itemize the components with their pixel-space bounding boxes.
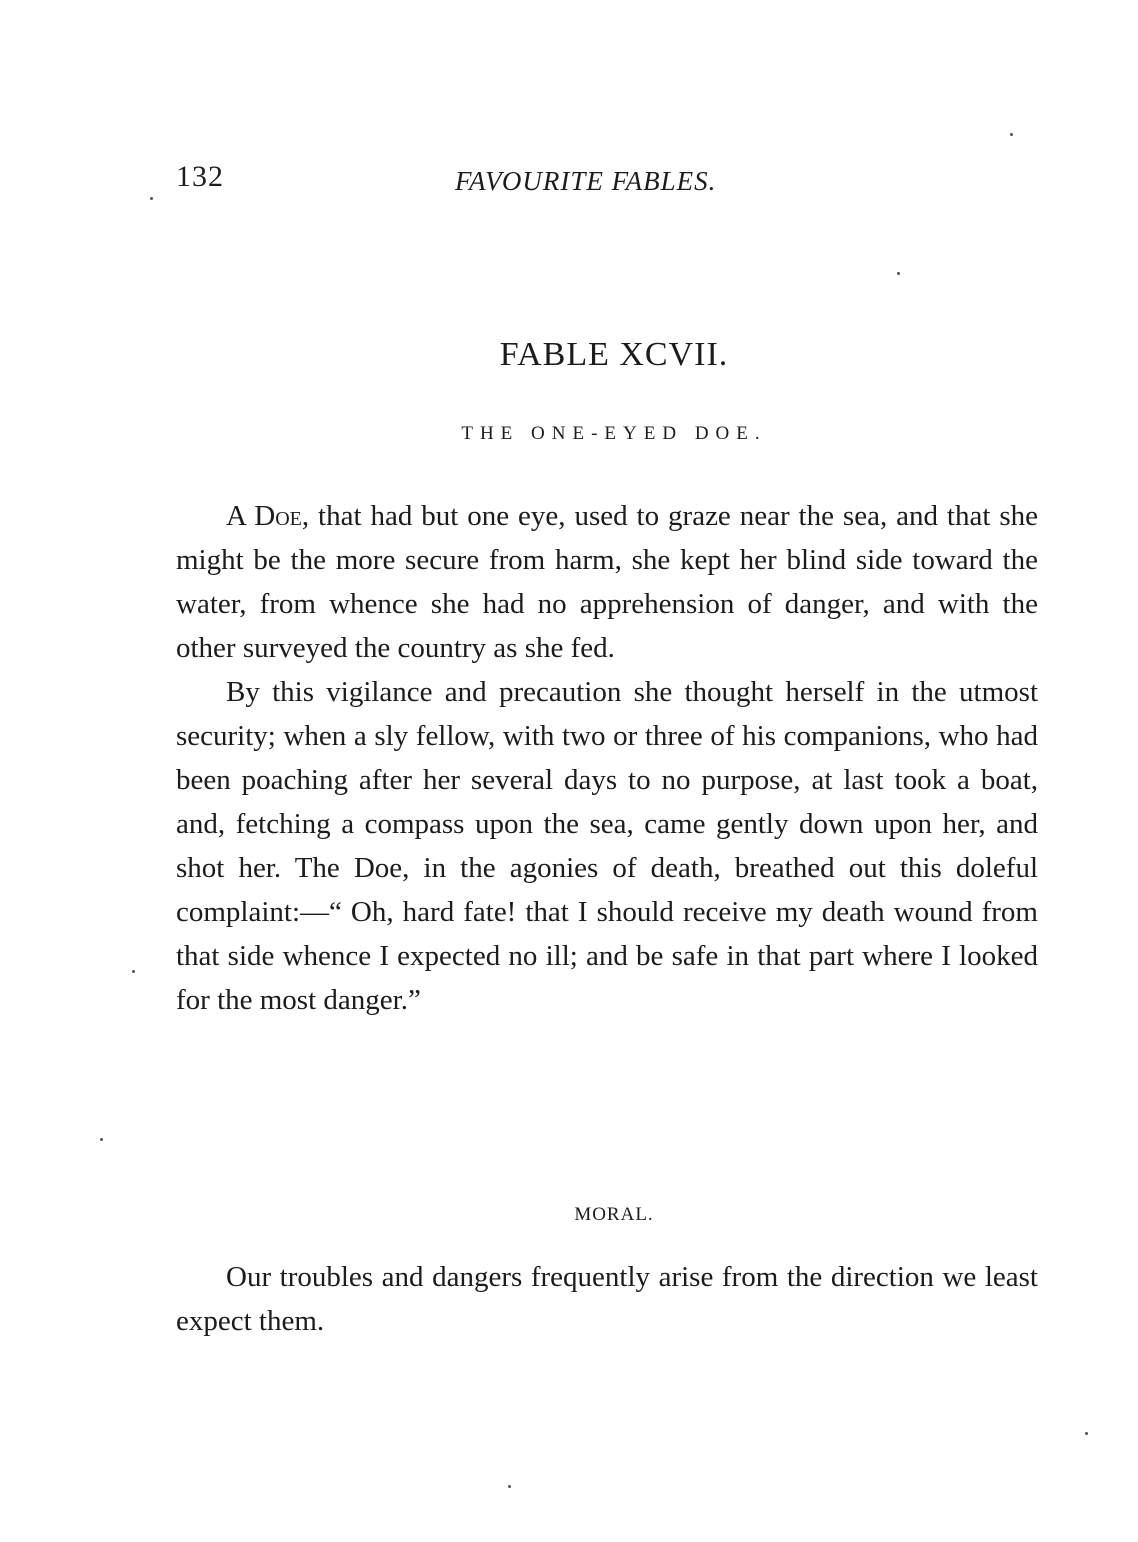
paper-speck (150, 197, 153, 200)
moral-heading: MORAL. (574, 1204, 654, 1225)
moral-body (176, 1255, 1038, 1343)
paper-speck (1085, 1432, 1088, 1435)
paper-speck (100, 1138, 103, 1141)
moral-text: Our troubles and dangers frequently arise from the direction we least expect them. (176, 1261, 1038, 1337)
paper-speck (1010, 133, 1013, 136)
paragraph-1-lead: A Doe (226, 500, 302, 532)
fable-body (176, 494, 1038, 1022)
paragraph-1-rest: , that had but one eye, used to graze near the sea, and that she might be the more secure from harm, she kept her blind side toward the water, from whence she had no apprehension of danger, and with the other surveyed the country as she fed. (176, 500, 1038, 664)
paper-speck (897, 272, 900, 275)
paragraph-1 (176, 494, 1038, 670)
paragraph-2: By this vigilance and precaution she thought herself in the utmost security; when a sly fellow, with two or three of his companions, who had been poaching after her several days to no purpose, at last took a boat, and, fetching a compass upon the sea, came gently down upon her, and shot her. The Doe, in the agonies of death, breathed out this doleful complaint:—“ Oh, hard fate! that I should receive my death wound from that side whence I expected no ill; and be safe in that part where I looked for the most danger.” (176, 676, 1038, 1016)
fable-subtitle: THE ONE-EYED DOE. (461, 423, 767, 444)
paper-speck (508, 1485, 511, 1488)
running-title: FAVOURITE FABLES. (455, 166, 717, 196)
page-number: 132 (176, 160, 224, 193)
fable-title: FABLE XCVII. (499, 336, 729, 373)
paper-speck (132, 970, 135, 973)
